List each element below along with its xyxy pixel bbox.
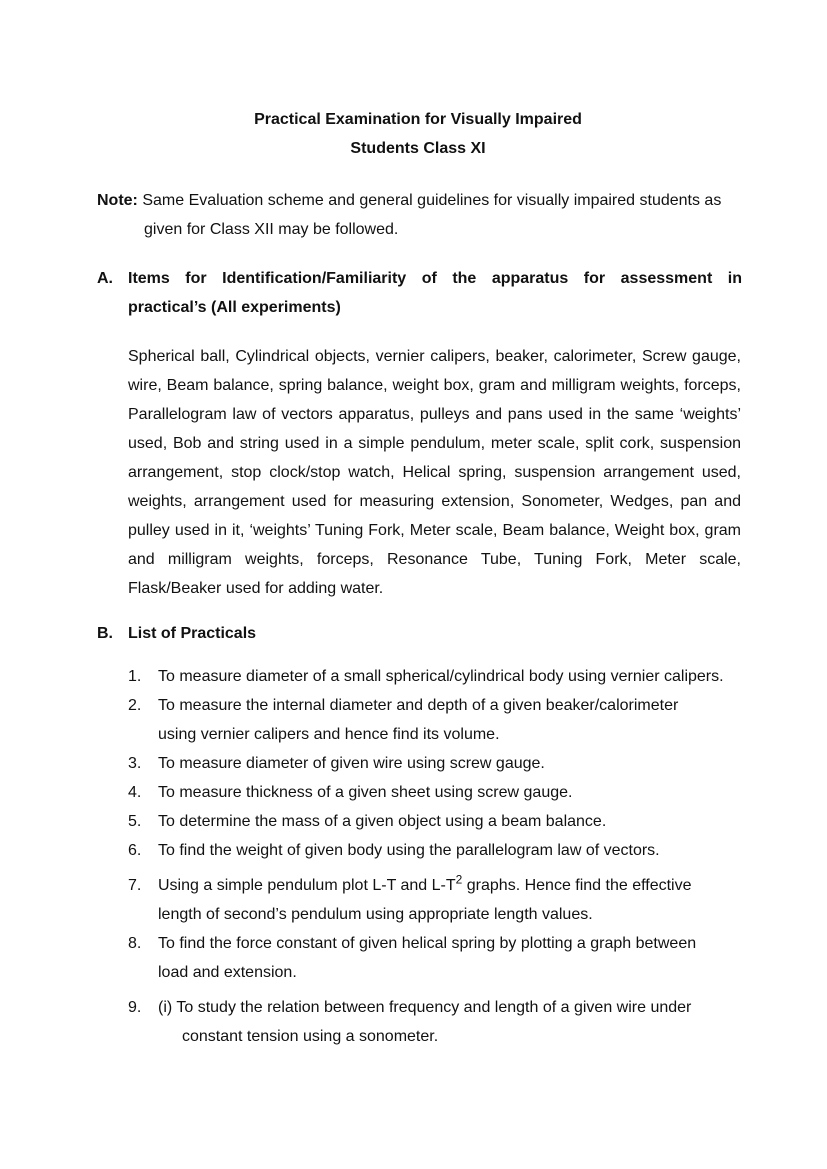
superscript-2: 2 [455,872,463,887]
note-label: Note: [97,192,138,209]
list-item-text-cont: constant tension using a sonometer. [182,1028,439,1045]
list-item-text: To measure the internal diameter and depth of a given beaker/calorimeter [158,697,679,714]
list-item [128,691,768,749]
list-item-text: To measure diameter of given wire using screw gauge. [158,755,545,772]
list-item-text: To measure diameter of a small spherical/cylindrical body using vernier calipers. [158,668,724,685]
list-item-text-cont: length of second’s pendulum using appropriate length values. [158,906,593,923]
list-item-text: To find the force constant of given helical spring by plotting a graph between [158,935,697,952]
section-b-title: List of Practicals [128,625,257,642]
list-item-number: 5. [128,813,142,830]
note-block [97,186,757,244]
list-item-number: 1. [128,668,142,685]
section-b-letter: B. [97,625,113,642]
list-item-text: To determine the mass of a given object using a beam balance. [158,813,607,830]
list-item-text: To measure thickness of a given sheet using screw gauge. [158,784,573,801]
list-item-number: 7. [128,877,142,894]
list-item-text: To find the weight of given body using the parallelogram law of vectors. [158,842,660,859]
list-item [128,929,768,987]
list-item-number: 2. [128,697,142,714]
list-item-number: 9. [128,999,142,1016]
list-item-text-cont: using vernier calipers and hence find its volume. [158,726,500,743]
section-a-heading [97,264,742,322]
list-item [128,871,768,929]
document-title-line2: Students Class XI [350,140,486,157]
note-text-line2: given for Class XII may be followed. [144,221,399,238]
list-item-number: 4. [128,784,142,801]
section-a-heading-line1: Items for Identification/Familiarity of the apparatus for assessment in [128,270,742,287]
list-item-text-b: graphs. Hence find the effective [462,877,692,894]
list-item [128,662,768,691]
list-item-text: (i) To study the relation between frequency and length of a given wire under [158,999,692,1016]
list-item [128,993,768,1051]
document-title-line1: Practical Examination for Visually Impaired [254,111,582,128]
list-item [128,836,768,865]
section-a-heading-line2: practical’s (All experiments) [128,299,341,316]
list-item-number: 8. [128,935,142,952]
list-item-text: Using a simple pendulum plot L-T and L-T [158,877,456,894]
list-item-number: 3. [128,755,142,772]
list-item-text-cont: load and extension. [158,964,297,981]
practicals-list [128,662,768,1051]
section-a-letter: A. [97,270,113,287]
list-item [128,778,768,807]
list-item [128,807,768,836]
apparatus-paragraph: Spherical ball, Cylindrical objects, vernier calipers, beaker, calorimeter, Screw gauge, wire, Beam balance, spring balance, weight box, gram and milligram weights, forceps, Parallelogram law of vectors apparatus, pulleys and pans used in the same ‘weights’ used, Bob and string used in a simple pendulum, meter scale, split cork, suspension arrangement, stop clock/stop watch, Helical spring, suspension arrangement used, weights, arrangement used for measuring extension, Sonometer, Wedges, pan and pulley used in it, ‘weights’ Tuning Fork, Meter scale, Beam balance, Weight box, gram and milligram weights, forceps, Resonance Tube, Tuning Fork, Meter scale, Flask/Beaker used for adding water. [128,348,741,597]
list-item-number: 6. [128,842,142,859]
section-b-heading [97,622,257,646]
list-item [128,749,768,778]
note-text-line1: Same Evaluation scheme and general guidelines for visually impaired students as [137,192,722,209]
